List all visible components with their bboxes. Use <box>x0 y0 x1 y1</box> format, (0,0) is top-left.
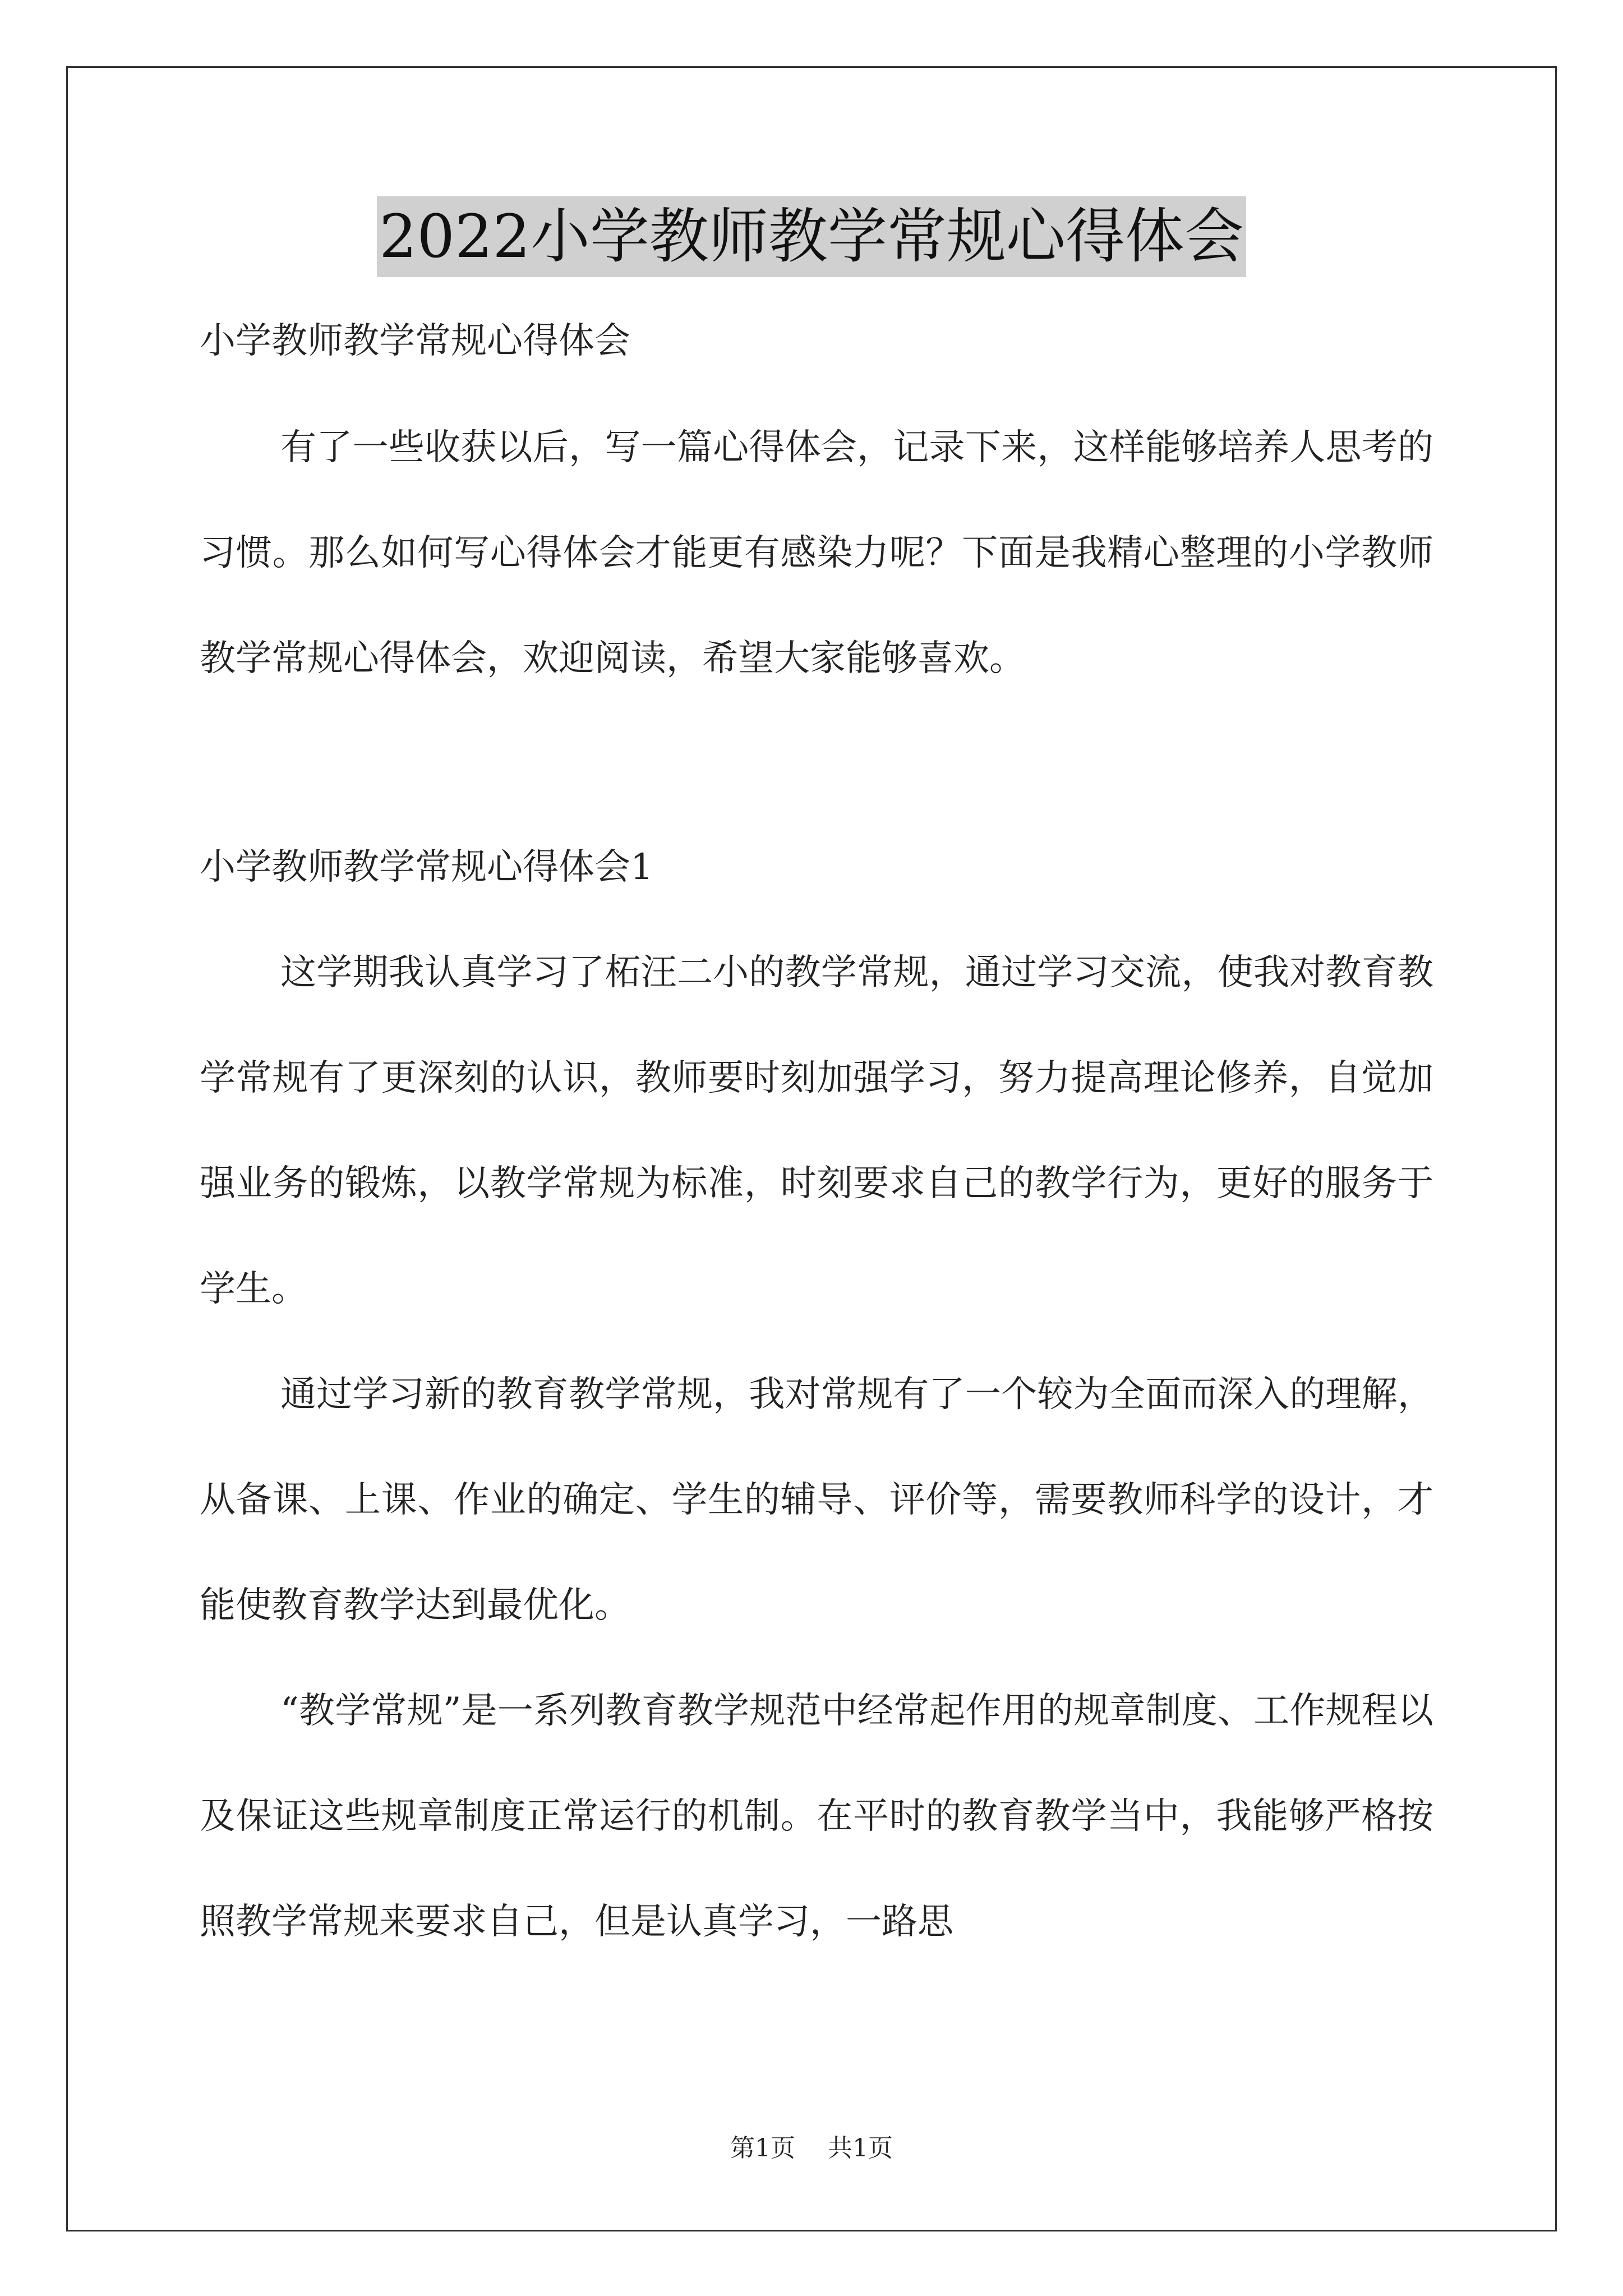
section-heading: 小学教师教学常规心得体会1 <box>200 846 653 888</box>
document-title-text: 2022小学教师教学常规心得体会 <box>377 196 1246 277</box>
intro-heading: 小学教师教学常规心得体会 <box>200 320 630 362</box>
page-footer <box>0 2132 1623 2165</box>
document-title <box>0 196 1623 277</box>
body-paragraph: “教学常规”是一系列教育教学规范中经常起作用的规章制度、工作规程以及保证这些规章制度正常运行的机制。在平时的教育教学当中，我能够严格按照教学常规来要求自己，但是认真学习，一路思 <box>200 1690 1433 1943</box>
body-paragraph: 这学期我认真学习了柘汪二小的教学常规，通过学习交流，使我对教育教学常规有了更深刻的认识，教师要时刻加强学习，努力提高理论修养，自觉加强业务的锻炼，以教学常规为标准，时刻要求自己的教学行为，更好的服务于学生。 <box>200 952 1433 1310</box>
intro-paragraph: 有了一些收获以后，写一篇心得体会，记录下来，这样能够培养人思考的习惯。那么如何写心得体会才能更有感染力呢？下面是我精心整理的小学教师教学常规心得体会，欢迎阅读，希望大家能够喜欢。 <box>200 427 1433 679</box>
page-number-current: 第1页 <box>730 2134 795 2162</box>
document-body <box>200 314 1433 1975</box>
body-paragraph: 通过学习新的教育教学常规，我对常规有了一个较为全面而深入的理解，从备课、上课、作业的确定、学生的辅导、评价等，需要教师科学的设计，才能使教育教学达到最优化。 <box>200 1374 1433 1626</box>
page-number-total: 共1页 <box>828 2134 893 2162</box>
